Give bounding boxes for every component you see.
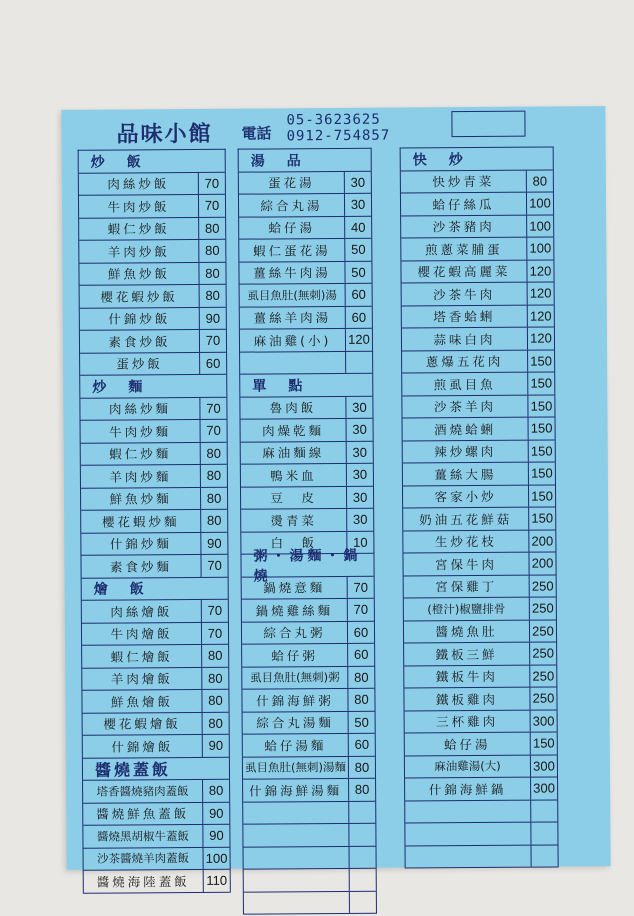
menu-item-row [402, 305, 554, 329]
menu-item-row [81, 510, 227, 534]
menu-item-price: 80 [208, 783, 224, 799]
menu-item-price: 80 [208, 693, 223, 709]
menu-item-name: 虱目魚肚(無刺)湯麵 [243, 756, 349, 778]
menu-item-row [403, 507, 555, 531]
menu-item-row [242, 644, 374, 667]
menu-item-row [403, 462, 555, 486]
menu-item-name: 鴨米血 [241, 464, 347, 486]
menu-item-price: 200 [531, 533, 554, 549]
menu-item-price: 100 [205, 850, 228, 866]
menu-item-row [82, 600, 228, 624]
menu-item-price: 120 [530, 330, 552, 346]
menu-item-price: 70 [206, 400, 221, 416]
menu-item-name: 醬燒魚肚 [404, 620, 530, 642]
menu-item-row [84, 870, 230, 894]
menu-item-row [402, 395, 554, 419]
menu-item-row [403, 485, 555, 509]
menu-item-name: 綜合丸湯麵 [243, 711, 349, 733]
menu-item-row [80, 397, 226, 421]
menu-item-name: 麻油雞(小) [240, 329, 346, 351]
menu-item-name: 醬燒鮮魚蓋飯 [83, 802, 203, 824]
menu-item-name: 麻油麵線 [241, 441, 347, 463]
menu-item-row [404, 665, 556, 689]
menu-item-name: 鍋燒雞絲麵 [242, 599, 348, 621]
menu-item-name: 燙青菜 [241, 509, 347, 531]
menu-item-row [241, 441, 373, 464]
menu-item-price: 150 [530, 398, 553, 414]
menu-item-price: 100 [529, 195, 551, 211]
menu-item-price: 250 [532, 645, 555, 661]
menu-item-name: 沙茶醬燒羊肉蓋飯 [84, 847, 204, 869]
menu-item-name: 麻油雞湯(大) [405, 755, 531, 777]
menu-item-name: 什錦燴飯 [83, 735, 203, 757]
menu-item-row [241, 486, 373, 509]
menu-column-middle [238, 148, 377, 915]
menu-item-price: 70 [204, 175, 220, 191]
menu-item-row [404, 597, 556, 621]
menu-item-name: 鍋燒意麵 [242, 576, 348, 598]
menu-item-row [80, 352, 226, 376]
menu-item-row [244, 891, 376, 914]
menu-item-price: 120 [348, 332, 370, 348]
menu-item-row [404, 687, 556, 711]
menu-item-name: 牛肉炒飯 [79, 195, 199, 217]
menu-item-name: 塔香蛤蜊 [402, 305, 528, 327]
menu-item-price: 80 [207, 648, 223, 664]
menu-item-row [405, 822, 557, 846]
menu-item-price: 80 [354, 669, 369, 685]
menu-item-name: 宮保牛肉 [403, 553, 529, 575]
menu-item-row [404, 642, 556, 666]
menu-item-price: 70 [353, 579, 368, 595]
menu-item-price [346, 351, 372, 373]
menu-item-name: 素食炒飯 [80, 330, 200, 352]
section-title: 快 炒 [401, 147, 553, 171]
menu-item-name [405, 823, 531, 845]
menu-item-row [79, 172, 225, 196]
menu-item-price: 30 [352, 512, 368, 528]
menu-item-name: 沙茶豬肉 [401, 215, 527, 237]
menu-item-name: 醬燒黑胡椒牛蓋飯 [83, 825, 203, 847]
menu-item-name: 什錦海鮮鍋 [405, 778, 531, 800]
menu-item-name: 素食炒麵 [81, 555, 201, 577]
tel-label: 電話 [241, 124, 272, 143]
menu-item-name: 什錦炒飯 [80, 307, 200, 329]
menu-item-price [349, 824, 375, 846]
menu-item-name: 薑絲羊肉湯 [240, 306, 346, 328]
menu-item-name: 客家小炒 [403, 485, 529, 507]
menu-item-row [241, 464, 373, 487]
menu-item-row [242, 666, 374, 689]
menu-item-name: 塔香醬燒豬肉蓋飯 [83, 780, 203, 802]
menu-item-price: 250 [531, 578, 554, 594]
menu-item-price: 80 [532, 173, 548, 189]
menu-item-name [244, 846, 350, 868]
menu-item-name: 沙茶牛肉 [402, 283, 528, 305]
menu-item-name: 虱目魚肚(無刺)湯 [240, 284, 346, 306]
menu-item-name: 煎蔥菜脯蛋 [401, 238, 527, 260]
menu-item-row [241, 419, 373, 442]
menu-item-name: 酒燒蛤蜊 [403, 418, 529, 440]
menu-item-row [83, 802, 229, 826]
menu-item-name: 快炒青菜 [401, 170, 527, 192]
menu-item-price: 150 [531, 488, 553, 504]
menu-item-price: 80 [206, 445, 222, 461]
menu-item-row [80, 330, 226, 354]
menu-item-row [405, 777, 557, 801]
menu-item-price: 90 [208, 805, 224, 821]
menu-item-row [81, 420, 227, 444]
menu-item-row [82, 622, 228, 646]
menu-item-name: 蛤仔湯 [405, 733, 531, 755]
menu-item-name: 奶油五花鮮菇 [403, 508, 529, 530]
menu-item-row [83, 825, 229, 849]
menu-item-name: 蝦仁炒飯 [79, 217, 199, 239]
menu-item-price [531, 800, 557, 822]
menu-item-price: 250 [532, 623, 554, 639]
menu-column-right [400, 146, 559, 868]
menu-item-row [401, 215, 553, 239]
menu-item-price: 80 [354, 692, 369, 708]
menu-item-row [79, 217, 225, 241]
menu-item-row [81, 442, 227, 466]
menu-item-name: 三杯雞肉 [405, 710, 531, 732]
menu-item-price: 60 [205, 355, 221, 371]
menu-item-row [83, 780, 229, 804]
menu-item-row [244, 869, 376, 892]
menu-item-name [244, 869, 350, 891]
menu-item-price: 300 [533, 758, 555, 774]
menu-item-price [350, 846, 376, 868]
menu-item-row [239, 171, 371, 194]
menu-item-price: 200 [531, 555, 554, 571]
menu-item-price: 150 [530, 420, 553, 436]
menu-item-row [239, 261, 371, 284]
menu-item-row [243, 756, 375, 779]
menu-item-name: 蛋花湯 [239, 171, 345, 193]
menu-item-row [401, 170, 553, 194]
menu-item-name: 牛肉燴飯 [82, 622, 202, 644]
menu-item-price: 250 [532, 690, 555, 706]
menu-item-price: 120 [529, 285, 552, 301]
menu-item-price: 100 [529, 240, 552, 256]
menu-item-price: 150 [532, 735, 555, 751]
menu-item-row [403, 417, 555, 441]
menu-item-row [239, 216, 371, 239]
menu-item-name: 生炒花枝 [403, 530, 529, 552]
menu-item-name: 櫻花蝦燴飯 [83, 712, 203, 734]
menu-item-price: 30 [350, 197, 366, 213]
menu-item-price: 70 [206, 423, 221, 439]
menu-item-row [243, 711, 375, 734]
menu-item-row [79, 262, 225, 286]
menu-item-row [243, 734, 375, 757]
menu-item-price: 80 [205, 265, 220, 281]
menu-item-price: 80 [208, 670, 223, 686]
note-box [451, 111, 525, 138]
section-title: 粥・湯麵・鍋燒 [241, 554, 373, 577]
menu-item-name: 什錦海鮮粥 [242, 689, 348, 711]
menu-item-price: 150 [530, 443, 553, 459]
menu-item-row [79, 195, 225, 219]
menu-item-name [240, 351, 346, 373]
menu-item-price: 70 [207, 625, 223, 641]
menu-item-name: 什錦海鮮湯麵 [243, 779, 349, 801]
section-title: 湯 品 [239, 149, 371, 172]
menu-item-name: 櫻花蝦炒飯 [80, 285, 200, 307]
menu-item-name: 櫻花蝦炒麵 [81, 510, 201, 532]
menu-item-row [405, 755, 557, 779]
menu-item-row [83, 735, 229, 759]
menu-item-row [402, 372, 554, 396]
menu-item-row [404, 575, 556, 599]
menu-item-row [405, 710, 557, 734]
menu-item-name: 蝦仁炒麵 [81, 442, 201, 464]
menu-item-price: 120 [529, 308, 552, 324]
menu-item-price: 50 [351, 264, 366, 280]
menu-sheet [61, 106, 610, 890]
phone-number-1: 05-3623625 [286, 111, 381, 129]
menu-item-name: 羊肉燴飯 [82, 667, 202, 689]
menu-item-price: 80 [206, 468, 222, 484]
menu-item-row [80, 307, 226, 331]
menu-item-price: 150 [530, 465, 553, 481]
menu-item-row [242, 576, 374, 599]
menu-item-name: 肉絲燴飯 [82, 600, 202, 622]
menu-item-price: 60 [351, 309, 367, 325]
menu-item-row [82, 645, 228, 669]
menu-item-price: 150 [531, 510, 554, 526]
menu-item-name: 辣炒螺肉 [403, 440, 529, 462]
menu-column-left [78, 149, 231, 894]
menu-item-row [405, 732, 557, 756]
menu-item-price: 60 [353, 624, 369, 640]
menu-item-price: 60 [351, 287, 366, 303]
menu-item-row [81, 487, 227, 511]
menu-item-price: 30 [352, 422, 367, 438]
menu-item-row [404, 620, 556, 644]
menu-item-price: 300 [532, 713, 555, 729]
menu-item-price: 80 [206, 490, 222, 506]
menu-item-price: 90 [208, 738, 224, 754]
menu-item-name: 肉絲炒飯 [79, 172, 199, 194]
menu-item-name: 鮮魚炒飯 [79, 262, 199, 284]
menu-item-name: 牛肉炒麵 [81, 420, 201, 442]
menu-item-price [350, 869, 376, 891]
menu-item-price: 70 [207, 603, 223, 619]
section-title: 炒 麵 [80, 375, 226, 399]
menu-item-price: 80 [354, 782, 370, 798]
menu-item-name: 肉絲炒麵 [80, 397, 200, 419]
menu-item-price: 90 [207, 535, 222, 551]
menu-item-name: 蛋炒飯 [80, 352, 200, 374]
menu-item-name: 薑絲大腸 [403, 463, 529, 485]
menu-header [61, 106, 605, 150]
menu-item-row [81, 465, 227, 489]
menu-item-name: 綜合丸粥 [242, 621, 348, 643]
menu-item-name: (橙汁)椒鹽排骨 [404, 598, 530, 620]
menu-item-row [81, 555, 227, 579]
menu-item-row [242, 621, 374, 644]
menu-item-price: 60 [354, 737, 370, 753]
menu-item-price: 80 [205, 243, 220, 259]
menu-item-name: 沙茶羊肉 [402, 395, 528, 417]
menu-item-price: 50 [351, 242, 366, 258]
phone-number-2: 0912-754857 [286, 127, 391, 145]
menu-item-price: 30 [352, 444, 368, 460]
section-title: 醬燒蓋飯 [83, 757, 229, 781]
menu-item-price: 300 [533, 780, 555, 796]
menu-item-row [401, 237, 553, 261]
menu-item-row [402, 350, 554, 374]
menu-item-row [240, 396, 372, 419]
menu-item-price: 30 [352, 399, 367, 415]
menu-item-name: 蝦仁蛋花湯 [239, 239, 345, 261]
menu-item-row [240, 329, 372, 352]
menu-item-row [243, 824, 375, 847]
menu-item-price: 150 [530, 375, 553, 391]
menu-item-price [531, 822, 557, 844]
menu-item-price: 70 [205, 333, 221, 349]
menu-item-row [403, 552, 555, 576]
menu-item-row [239, 239, 371, 262]
menu-item-price: 50 [354, 714, 369, 730]
menu-item-name: 櫻花蝦高麗菜 [401, 260, 527, 282]
menu-item-price: 10 [353, 534, 368, 550]
menu-item-name: 醬燒海陸蓋飯 [84, 870, 204, 892]
menu-item-row [243, 801, 375, 824]
menu-item-price: 100 [529, 218, 552, 234]
menu-item-name: 羊肉炒麵 [81, 465, 201, 487]
menu-item-price: 250 [532, 668, 555, 684]
menu-item-price [531, 845, 557, 867]
menu-item-name [405, 800, 531, 822]
menu-item-price: 30 [352, 489, 368, 505]
menu-item-price: 90 [205, 310, 221, 326]
menu-item-row [82, 667, 228, 691]
menu-item-name: 魯肉飯 [240, 396, 346, 418]
menu-item-name: 白 飯 [241, 531, 347, 553]
menu-item-price: 80 [354, 759, 370, 775]
menu-item-name: 蛤仔粥 [242, 644, 348, 666]
menu-item-row [81, 532, 227, 556]
menu-item-row [240, 284, 372, 307]
menu-item-name: 豆 皮 [241, 486, 347, 508]
menu-item-name: 煎虱目魚 [402, 373, 528, 395]
menu-item-price: 120 [529, 263, 552, 279]
menu-item-name: 蛤仔湯 [239, 216, 345, 238]
menu-item-name: 蔥爆五花肉 [402, 350, 528, 372]
menu-item-price: 150 [530, 353, 553, 369]
menu-item-price: 90 [209, 828, 224, 844]
menu-item-row [403, 440, 555, 464]
menu-item-name: 鮮魚燴飯 [82, 690, 202, 712]
menu-item-price [349, 801, 375, 823]
menu-item-row [84, 847, 230, 871]
menu-item-price: 40 [350, 219, 366, 235]
menu-item-row [239, 194, 371, 217]
menu-item-name: 什錦炒麵 [81, 532, 201, 554]
menu-item-row [403, 530, 555, 554]
menu-item-name: 虱目魚肚(無刺)粥 [242, 666, 348, 688]
menu-item-name [406, 845, 532, 867]
menu-item-row [240, 306, 372, 329]
menu-item-price: 30 [350, 174, 366, 190]
menu-item-row [244, 846, 376, 869]
menu-item-price: 70 [353, 602, 369, 618]
shop-name: 品味小館 [116, 121, 213, 148]
menu-item-price: 30 [352, 467, 368, 483]
menu-item-name: 肉燥乾麵 [241, 419, 347, 441]
menu-item-name [243, 824, 349, 846]
menu-item-name: 鮮魚炒麵 [81, 487, 201, 509]
menu-item-price: 60 [353, 647, 369, 663]
menu-item-row [82, 690, 228, 714]
menu-item-row [401, 260, 553, 284]
menu-item-price: 80 [205, 288, 220, 304]
menu-item-row [402, 282, 554, 306]
menu-item-name: 綜合丸湯 [239, 194, 345, 216]
menu-item-row [83, 712, 229, 736]
section-title: 單 點 [240, 374, 372, 397]
menu-item-name: 蛤仔湯麵 [243, 734, 349, 756]
section-title: 燴 飯 [82, 577, 228, 601]
menu-item-row [80, 285, 226, 309]
menu-item-price: 80 [204, 220, 220, 236]
menu-item-price: 250 [531, 600, 554, 616]
menu-item-price: 110 [206, 873, 228, 889]
menu-item-name: 蒜味白肉 [402, 328, 528, 350]
menu-item-name: 羊肉炒飯 [79, 240, 199, 262]
menu-item-name: 鐵板三鮮 [404, 643, 530, 665]
menu-item-price: 80 [206, 513, 222, 529]
menu-item-row [242, 689, 374, 712]
menu-item-row [405, 800, 557, 824]
menu-item-row [241, 509, 373, 532]
menu-item-row [401, 192, 553, 216]
menu-item-name: 蛤仔絲瓜 [401, 193, 527, 215]
menu-item-row [243, 779, 375, 802]
menu-item-price: 80 [208, 715, 223, 731]
menu-item-row [240, 351, 372, 374]
menu-item-row [79, 240, 225, 264]
menu-item-name [243, 801, 349, 823]
menu-item-price [350, 891, 376, 913]
section-title: 炒 飯 [79, 150, 225, 174]
menu-item-name: 鐵板雞肉 [404, 688, 530, 710]
menu-item-price: 70 [207, 558, 222, 574]
menu-item-name: 鐵板牛肉 [404, 665, 530, 687]
menu-item-name: 薑絲牛肉湯 [239, 261, 345, 283]
menu-item-name: 蝦仁燴飯 [82, 645, 202, 667]
menu-item-name [244, 891, 350, 913]
menu-item-price: 70 [204, 198, 220, 214]
menu-item-row [402, 327, 554, 351]
menu-item-name: 宮保雞丁 [404, 575, 530, 597]
menu-item-row [406, 845, 558, 869]
menu-item-row [242, 599, 374, 622]
